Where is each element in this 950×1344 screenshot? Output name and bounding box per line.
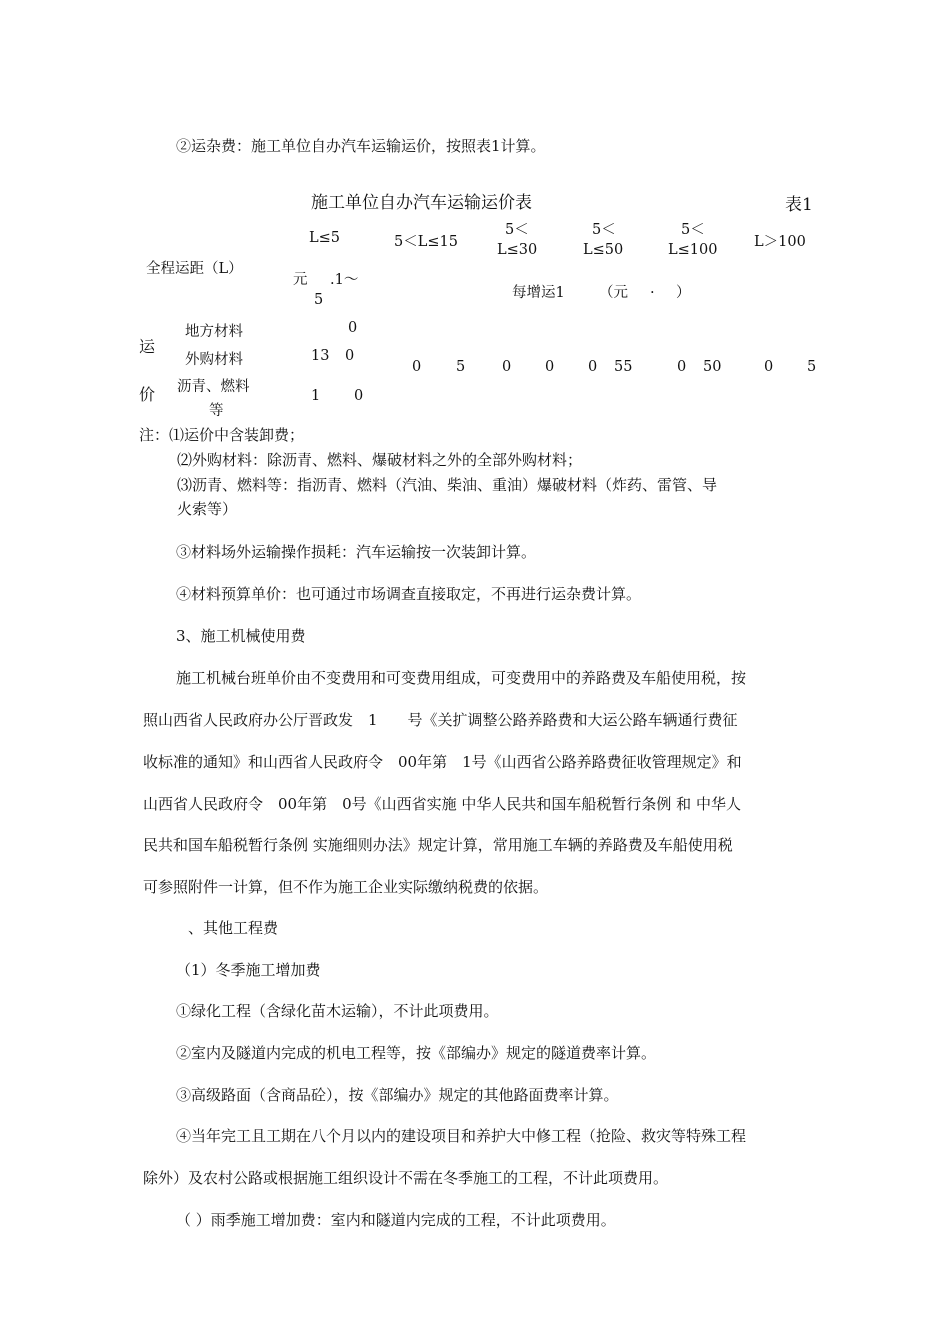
table-title: 施工单位自办汽车运输运价表	[311, 193, 532, 213]
merged-value-1: 0	[412, 359, 422, 375]
winter-item-1: ①绿化工程（含绿化苗木运输），不计此项费用。	[176, 1002, 499, 1020]
merged-value-8: 50	[703, 359, 722, 375]
unit-more-d: ）	[676, 285, 691, 301]
col-header-1: L≤5	[309, 230, 341, 246]
winter-item-3: ③高级路面（含商品砼），按《部编办》规定的其他路面费率计算。	[176, 1086, 619, 1104]
col-header-2: 5＜L≤15	[394, 234, 458, 250]
merged-value-5: 0	[588, 359, 598, 375]
material-local: 地方材料	[185, 324, 243, 340]
winter-item-4-cont: 除外）及农村公路或根据施工组织设计不需在冬季施工的工程，不计此项费用。	[143, 1169, 669, 1187]
note-3: ⑶沥青、燃料等：指沥青、燃料（汽油、柴油、重油）爆破材料（炸药、雷管、导	[177, 476, 718, 494]
merged-value-9: 0	[764, 359, 774, 375]
machine-line: 照山西省人民政府办公厅晋政发 1 号《关扩调整公路养路费和大运公路车辆通行费征	[143, 711, 738, 729]
value-bought-a: 13	[311, 348, 330, 364]
unit-label-b: .1～	[330, 272, 359, 288]
col-header-6: L＞100	[754, 234, 806, 250]
machine-line: 山西省人民政府令 00年第 0号《山西省实施 中华人民共和国车船税暂行条例 和 中华人	[143, 795, 741, 813]
value-asphalt-b: 0	[354, 388, 364, 404]
value-local: 0	[348, 320, 358, 336]
col-header-5-line1: 5＜	[681, 222, 705, 238]
merged-value-3: 0	[502, 359, 512, 375]
machine-line: 收标准的通知》和山西省人民政府令 00年第 1号《山西省公路养路费征收管理规定》和	[143, 753, 742, 771]
machine-line: 民共和国车船税暂行条例 实施细则办法》规定计算，常用施工车辆的养路费及车船使用税	[143, 836, 733, 854]
material-asphalt-cont: 等	[209, 403, 224, 419]
unit-more-b: （元	[599, 285, 628, 301]
merged-value-4: 0	[545, 359, 555, 375]
intro-paragraph: ②运杂费：施工单位自办汽车运输运价，按照表1计算。	[176, 137, 546, 155]
unit-label-c: 5	[314, 292, 324, 308]
section-machine-heading: 3、施工机械使用费	[176, 627, 306, 645]
merged-value-10: 5	[807, 359, 817, 375]
unit-label-a: 元	[293, 272, 308, 288]
table-number: 表1	[785, 195, 813, 215]
para-loss: ③材料场外运输操作损耗：汽车运输按一次装卸计算。	[176, 543, 537, 561]
material-asphalt: 沥青、燃料	[177, 379, 250, 395]
merged-value-7: 0	[677, 359, 687, 375]
winter-heading: （1）冬季施工增加费	[176, 961, 321, 979]
note-2: ⑵外购材料：除沥青、燃料、爆破材料之外的全部外购材料；	[177, 451, 583, 469]
merged-value-6: 55	[614, 359, 633, 375]
value-asphalt-a: 1	[311, 388, 321, 404]
col-header-3-line1: 5＜	[505, 222, 529, 238]
col-header-4-line1: 5＜	[592, 222, 616, 238]
unit-more-c: .	[650, 281, 655, 297]
rain-heading: （ ）雨季施工增加费：室内和隧道内完成的工程，不计此项费用。	[176, 1211, 616, 1229]
col-header-4-line2: L≤50	[583, 242, 624, 258]
col-header-3-line2: L≤30	[497, 242, 538, 258]
side-label-1: 运	[139, 337, 156, 356]
row-header: 全程运距（L）	[146, 261, 243, 277]
para-budget-price: ④材料预算单价：也可通过市场调查直接取定，不再进行运杂费计算。	[176, 585, 642, 603]
unit-more-a: 每增运1	[512, 285, 565, 301]
side-label-2: 价	[139, 385, 156, 404]
material-bought: 外购材料	[185, 352, 243, 368]
winter-item-2: ②室内及隧道内完成的机电工程等，按《部编办》规定的隧道费率计算。	[176, 1044, 657, 1062]
section-other-heading: 、其他工程费	[188, 919, 279, 937]
note-1: 注：⑴运价中含装卸费；	[139, 426, 305, 444]
col-header-5-line2: L≤100	[668, 242, 718, 258]
machine-line: 施工机械台班单价由不变费用和可变费用组成，可变费用中的养路费及车船使用税，按	[176, 669, 747, 687]
note-3-cont: 火索等）	[177, 500, 238, 518]
merged-value-2: 5	[456, 359, 466, 375]
machine-line: 可参照附件一计算，但不作为施工企业实际缴纳税费的依据。	[143, 878, 549, 896]
value-bought-b: 0	[345, 348, 355, 364]
winter-item-4: ④当年完工且工期在八个月以内的建设项目和养护大中修工程（抢险、救灾等特殊工程	[176, 1127, 747, 1145]
